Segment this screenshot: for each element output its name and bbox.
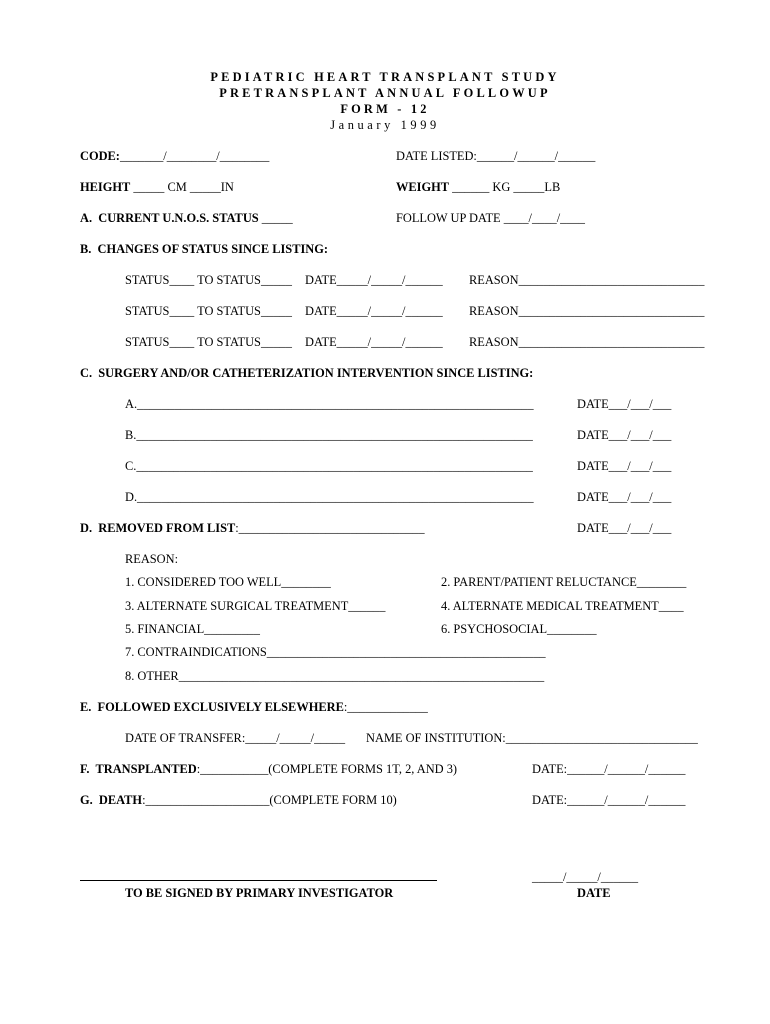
date-listed-field[interactable]: DATE LISTED:______/______/______ xyxy=(396,149,596,163)
removed-date[interactable]: DATE___/___/___ xyxy=(577,521,672,535)
weight-blanks: ______ KG _____LB xyxy=(449,180,561,194)
section-g-heading: G. DEATH xyxy=(80,793,143,807)
reason-option[interactable]: 1. CONSIDERED TOO WELL________ xyxy=(125,575,331,589)
intervention-date[interactable]: DATE___/___/___ xyxy=(577,428,672,442)
reason-option[interactable]: 3. ALTERNATE SURGICAL TREATMENT______ xyxy=(125,599,386,613)
intervention-line[interactable]: B.________________________________________________________________ xyxy=(125,428,533,442)
date-of-transfer-field[interactable]: DATE OF TRANSFER:_____/_____/_____ xyxy=(125,731,346,745)
reason-option[interactable]: 6. PSYCHOSOCIAL________ xyxy=(441,622,597,636)
signature-date-label: DATE xyxy=(577,886,611,900)
status-change-from-to[interactable]: STATUS____ TO STATUS_____ xyxy=(125,304,292,318)
unos-status-label: A. CURRENT U.N.O.S. STATUS xyxy=(80,211,259,225)
unos-status-blank: _____ xyxy=(258,211,293,225)
death-field[interactable] xyxy=(80,793,397,808)
status-change-date[interactable]: DATE_____/_____/______ xyxy=(305,335,443,349)
height-field[interactable] xyxy=(80,180,234,195)
removed-from-list-field[interactable] xyxy=(80,521,425,536)
intervention-line[interactable]: D.________________________________________________________________ xyxy=(125,490,534,504)
status-change-from-to[interactable]: STATUS____ TO STATUS_____ xyxy=(125,273,292,287)
status-change-date[interactable]: DATE_____/_____/______ xyxy=(305,304,443,318)
section-f-heading: F. TRANSPLANTED xyxy=(80,762,197,776)
reason-option[interactable]: 7. CONTRAINDICATIONS_____________________________________________ xyxy=(125,645,546,659)
reason-option[interactable]: 8. OTHER___________________________________________________________ xyxy=(125,669,545,683)
unos-status-field[interactable] xyxy=(80,211,293,226)
removed-from-list-blank: :______________________________ xyxy=(235,521,425,535)
status-change-reason[interactable]: REASON______________________________ xyxy=(469,335,705,349)
intervention-line[interactable]: C.________________________________________________________________ xyxy=(125,459,533,473)
form-title: PRETRANSPLANT ANNUAL FOLLOWUP xyxy=(219,86,551,100)
form-number: FORM - 12 xyxy=(340,102,430,116)
weight-label: WEIGHT xyxy=(396,180,450,194)
reason-option[interactable]: 2. PARENT/PATIENT RELUCTANCE________ xyxy=(441,575,687,589)
code-label: CODE: xyxy=(80,149,120,163)
transplanted-field[interactable] xyxy=(80,762,457,777)
code-field[interactable] xyxy=(80,149,269,164)
status-change-date[interactable]: DATE_____/_____/______ xyxy=(305,273,443,287)
transplant-date[interactable]: DATE:______/______/______ xyxy=(532,762,686,776)
form-date: January 1999 xyxy=(330,118,440,132)
followed-elsewhere-blank: :_____________ xyxy=(343,700,428,714)
section-d-heading: D. REMOVED FROM LIST xyxy=(80,521,236,535)
signature-line[interactable] xyxy=(80,880,437,881)
reason-label: REASON: xyxy=(125,552,179,566)
height-label: HEIGHT xyxy=(80,180,131,194)
status-change-from-to[interactable]: STATUS____ TO STATUS_____ xyxy=(125,335,292,349)
status-change-reason[interactable]: REASON______________________________ xyxy=(469,273,705,287)
weight-field[interactable] xyxy=(396,180,560,195)
study-title: PEDIATRIC HEART TRANSPLANT STUDY xyxy=(210,70,560,84)
signature-caption: TO BE SIGNED BY PRIMARY INVESTIGATOR xyxy=(125,886,394,900)
institution-name-field[interactable]: NAME OF INSTITUTION:_______________________________ xyxy=(366,731,698,745)
section-c-heading: C. SURGERY AND/OR CATHETERIZATION INTERVENTION SINCE LISTING: xyxy=(80,366,534,380)
intervention-date[interactable]: DATE___/___/___ xyxy=(577,397,672,411)
status-change-reason[interactable]: REASON______________________________ xyxy=(469,304,705,318)
code-blanks: _______/________/________ xyxy=(119,149,270,163)
intervention-date[interactable]: DATE___/___/___ xyxy=(577,459,672,473)
reason-option[interactable]: 5. FINANCIAL_________ xyxy=(125,622,260,636)
followed-elsewhere-field[interactable] xyxy=(80,700,428,715)
intervention-date[interactable]: DATE___/___/___ xyxy=(577,490,672,504)
death-date[interactable]: DATE:______/______/______ xyxy=(532,793,686,807)
follow-up-date-field[interactable]: FOLLOW UP DATE ____/____/____ xyxy=(396,211,585,225)
reason-option[interactable]: 4. ALTERNATE MEDICAL TREATMENT____ xyxy=(441,599,684,613)
death-blank: :____________________(COMPLETE FORM 10) xyxy=(142,793,397,807)
transplanted-blank: :___________(COMPLETE FORMS 1T, 2, AND 3) xyxy=(196,762,458,776)
signature-date-field[interactable]: _____/_____/______ xyxy=(532,870,639,884)
section-b-heading: B. CHANGES OF STATUS SINCE LISTING: xyxy=(80,242,328,256)
intervention-line[interactable]: A.________________________________________________________________ xyxy=(125,397,534,411)
height-blanks: _____ CM _____IN xyxy=(130,180,234,194)
section-e-heading: E. FOLLOWED EXCLUSIVELY ELSEWHERE xyxy=(80,700,344,714)
